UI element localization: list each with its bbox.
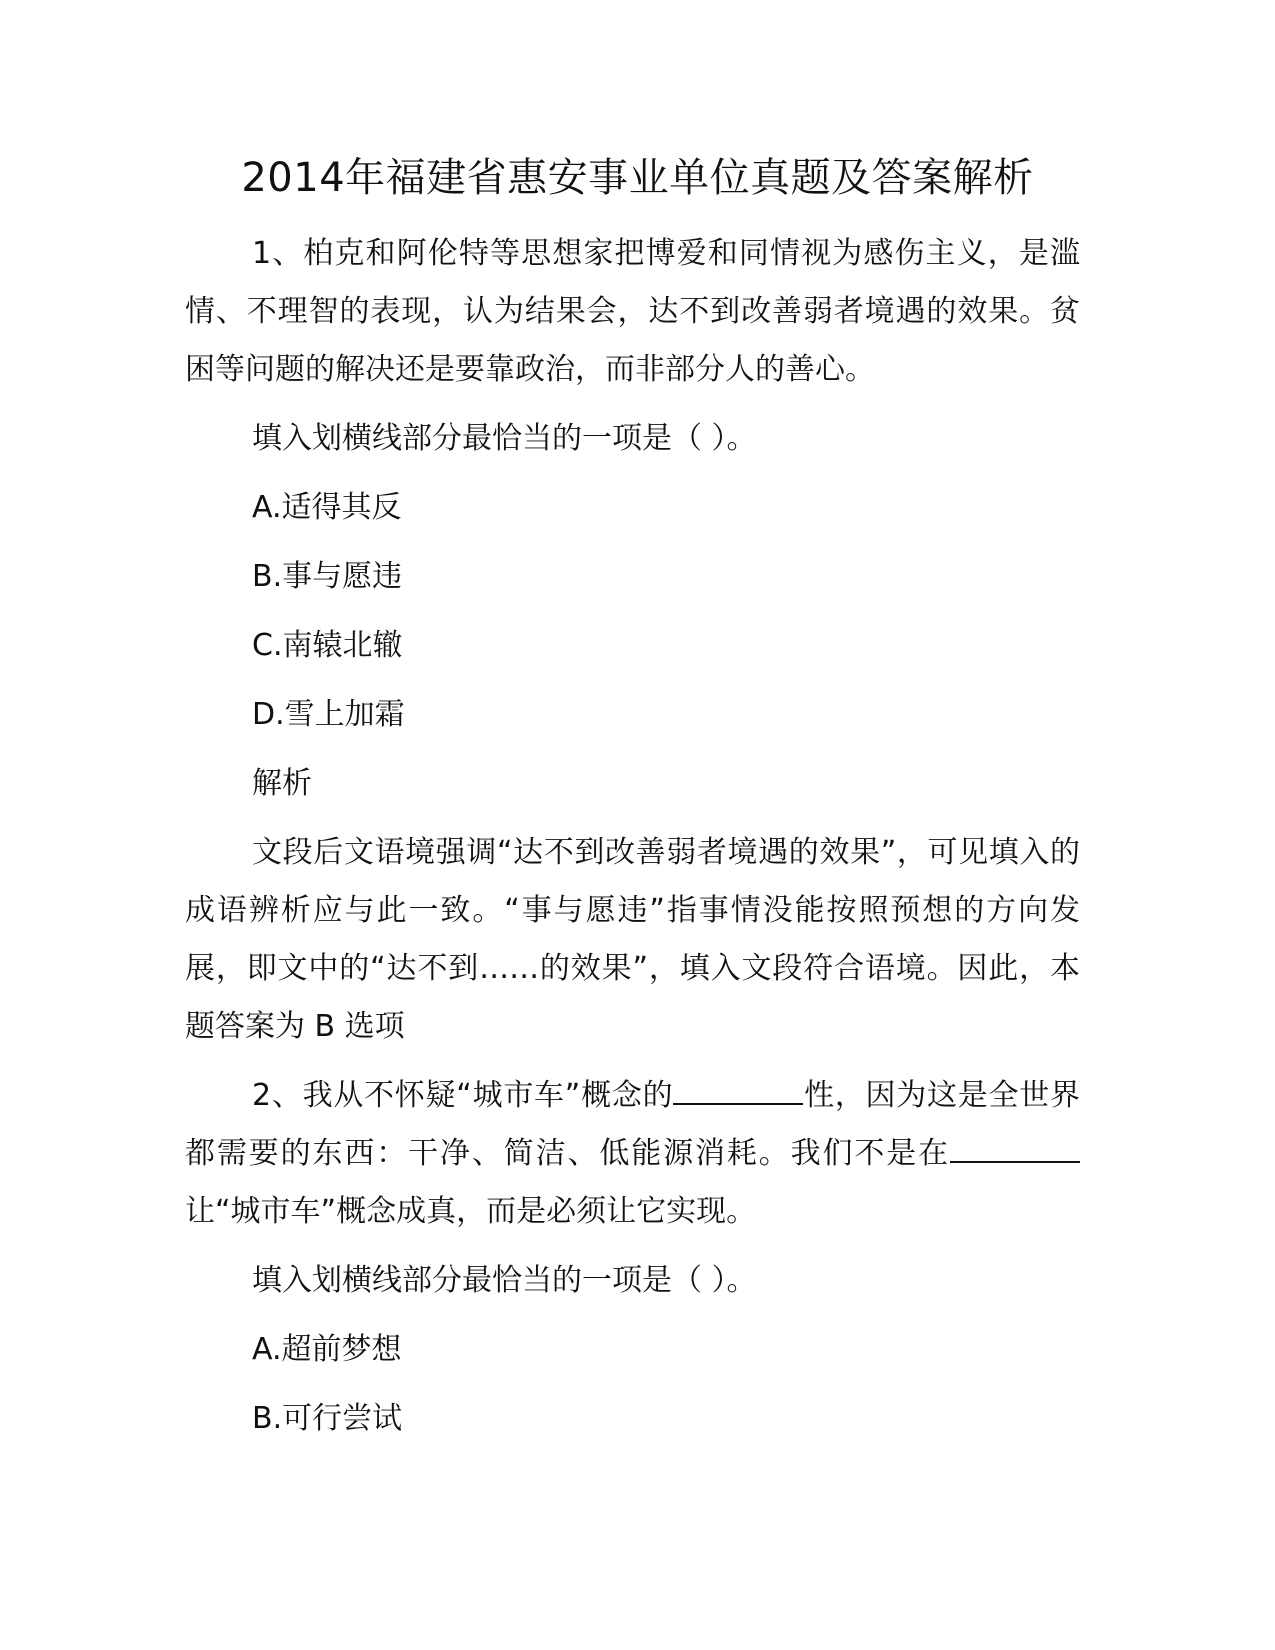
question-1-option-d: D.雪上加霜	[252, 697, 405, 732]
question-2-text	[185, 1067, 1080, 1241]
question-2-option-b: B.可行尝试	[252, 1401, 403, 1436]
question-2-option-a: A.超前梦想	[252, 1332, 402, 1367]
question-1-option-b: B.事与愿违	[252, 559, 403, 594]
question-1-option-c: C.南辕北辙	[252, 628, 403, 663]
fill-in-blank-2	[950, 1127, 1080, 1163]
question-2-prompt: 填入划横线部分最恰当的一项是（ ）。	[252, 1263, 757, 1298]
question-2-text-part-1: 2、我从不怀疑“城市车”概念的	[252, 1078, 674, 1113]
question-2-text-part-2: 性，因为这是全世界都需要的东西：干净、简洁、低能源消耗。我们不是在	[185, 1078, 1081, 1171]
document-title: 2014年福建省惠安事业单位真题及答案解析	[241, 155, 1034, 201]
question-1-analysis: 文段后文语境强调“达不到改善弱者境遇的效果”，可见填入的成语辨析应与此一致。“事与愿违”指事情没能按照预想的方向发展，即文中的“达不到……的效果”，填入文段符合语境。因此，本题答案为 B 选项	[185, 835, 1080, 1044]
question-1-option-a: A.适得其反	[252, 490, 402, 525]
fill-in-blank-1	[673, 1069, 803, 1105]
question-1-text: 1、柏克和阿伦特等思想家把博爱和同情视为感伤主义，是滥情、不理智的表现，认为结果会，达不到改善弱者境遇的效果。贫困等问题的解决还是要靠政治，而非部分人的善心。	[185, 236, 1080, 387]
document-body	[185, 225, 1080, 1459]
question-2-text-part-3: 让“城市车”概念成真，而是必须让它实现。	[185, 1194, 757, 1229]
question-1-prompt: 填入划横线部分最恰当的一项是（ ）。	[252, 421, 757, 456]
question-1-analysis-label: 解析	[252, 766, 312, 801]
